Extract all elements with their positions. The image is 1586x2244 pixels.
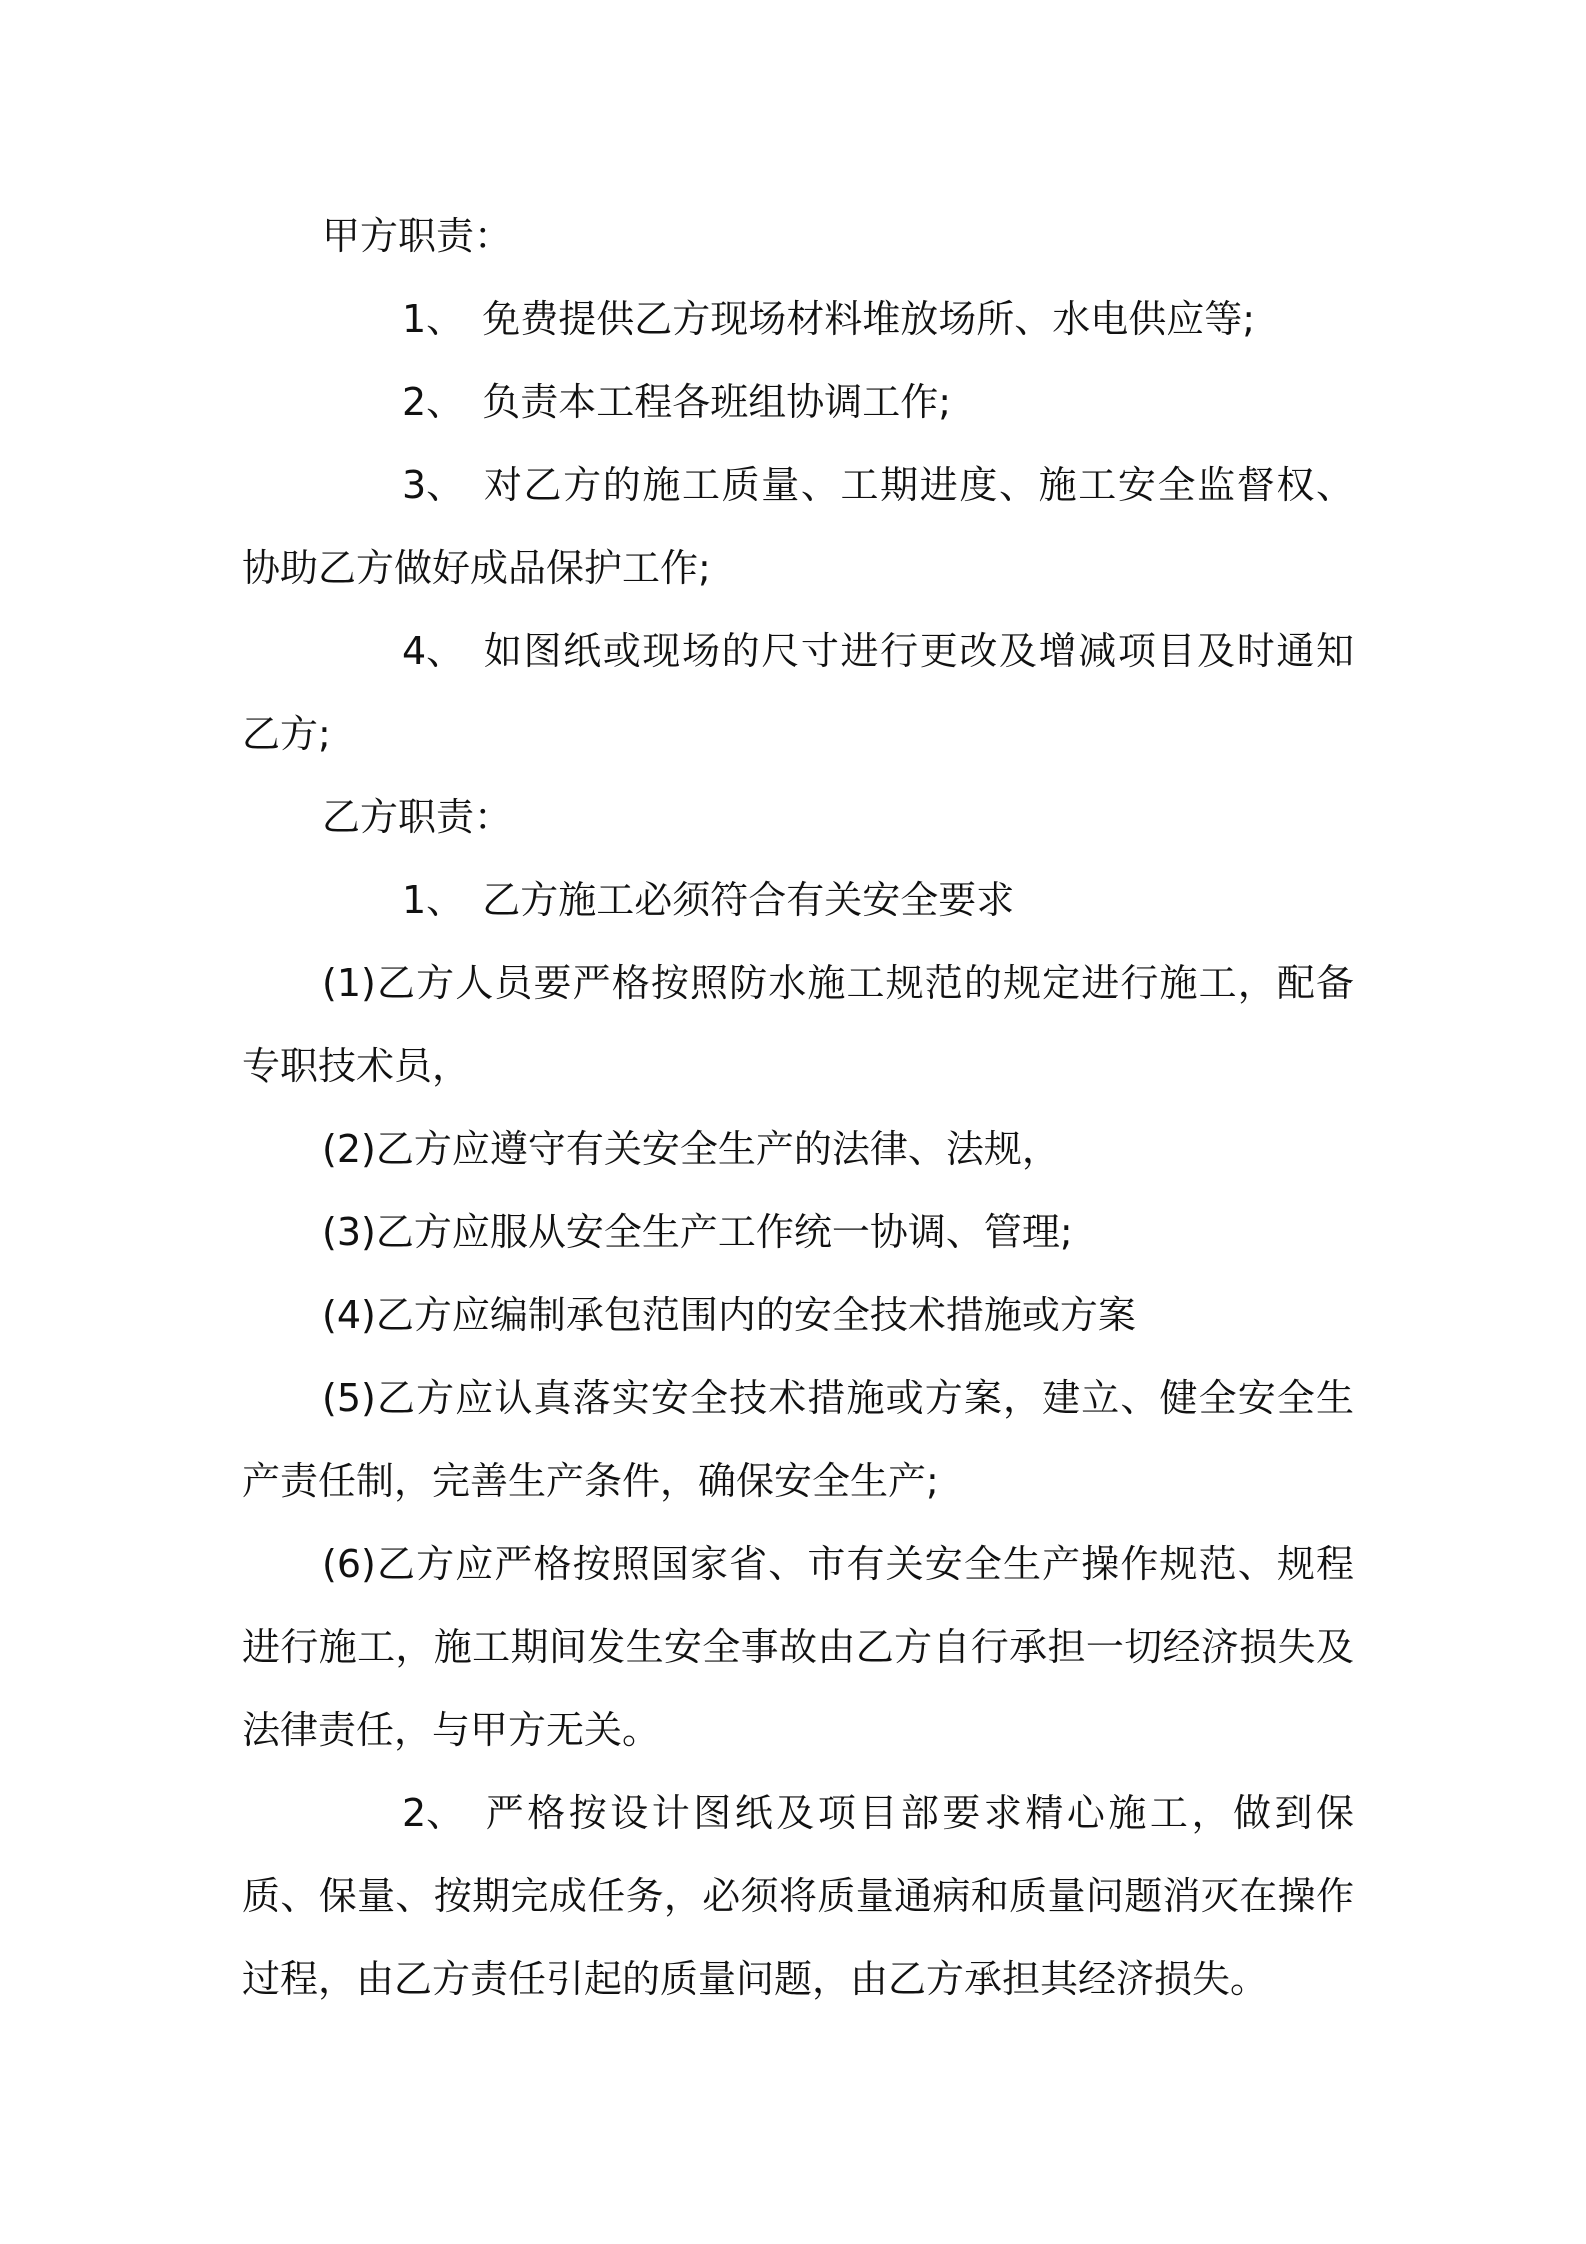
paragraph-text: (1)乙方人员要严格按照防水施工规范的规定进行施工，配备专职技术员，	[242, 961, 1354, 1088]
party-b-subitem-6	[242, 1523, 1354, 1772]
item-number: 1、	[402, 878, 465, 922]
paragraph-text: 甲方职责：	[322, 214, 513, 258]
paragraph-text: (3)乙方应服从安全生产工作统一协调、管理;	[322, 1210, 1073, 1254]
item-number: 2、	[402, 380, 465, 424]
party-a-item-4	[242, 610, 1354, 776]
paragraph-text: 乙方职责：	[322, 795, 513, 839]
item-number: 4、	[402, 629, 465, 673]
document-body	[242, 195, 1354, 2021]
item-number: 1、	[402, 297, 465, 341]
paragraph-text: 如图纸或现场的尺寸进行更改及增减项目及时通知乙方;	[242, 629, 1354, 756]
party-b-item-1	[242, 859, 1354, 942]
party-a-item-2	[242, 361, 1354, 444]
paragraph-text: (4)乙方应编制承包范围内的安全技术措施或方案	[322, 1293, 1136, 1337]
party-a-item-1	[242, 278, 1354, 361]
party-b-subitem-5	[242, 1357, 1354, 1523]
paragraph-text: 严格按设计图纸及项目部要求精心施工，做到保质、保量、按期完成任务，必须将质量通病和质量问题消灭在操作过程，由乙方责任引起的质量问题，由乙方承担其经济损失。	[242, 1791, 1354, 2001]
item-number: 3、	[402, 463, 465, 507]
section-heading-party-a	[242, 195, 1354, 278]
paragraph-text: (6)乙方应严格按照国家省、市有关安全生产操作规范、规程进行施工，施工期间发生安全事故由乙方自行承担一切经济损失及法律责任，与甲方无关。	[242, 1542, 1354, 1752]
party-b-item-2	[242, 1772, 1354, 2021]
paragraph-text: 负责本工程各班组协调工作;	[482, 380, 951, 424]
party-b-subitem-1	[242, 942, 1354, 1108]
paragraph-text: (5)乙方应认真落实安全技术措施或方案，建立、健全安全生产责任制，完善生产条件，确保安全生产;	[242, 1376, 1354, 1503]
paragraph-text: (2)乙方应遵守有关安全生产的法律、法规，	[322, 1127, 1060, 1171]
party-a-item-3	[242, 444, 1354, 610]
party-b-subitem-3	[242, 1191, 1354, 1274]
paragraph-text: 乙方施工必须符合有关安全要求	[482, 878, 1015, 922]
party-b-subitem-2	[242, 1108, 1354, 1191]
item-number: 2、	[402, 1791, 465, 1835]
paragraph-text: 免费提供乙方现场材料堆放场所、水电供应等;	[482, 297, 1255, 341]
party-b-subitem-4	[242, 1274, 1354, 1357]
section-heading-party-b	[242, 776, 1354, 859]
paragraph-text: 对乙方的施工质量、工期进度、施工安全监督权、协助乙方做好成品保护工作;	[242, 463, 1354, 590]
